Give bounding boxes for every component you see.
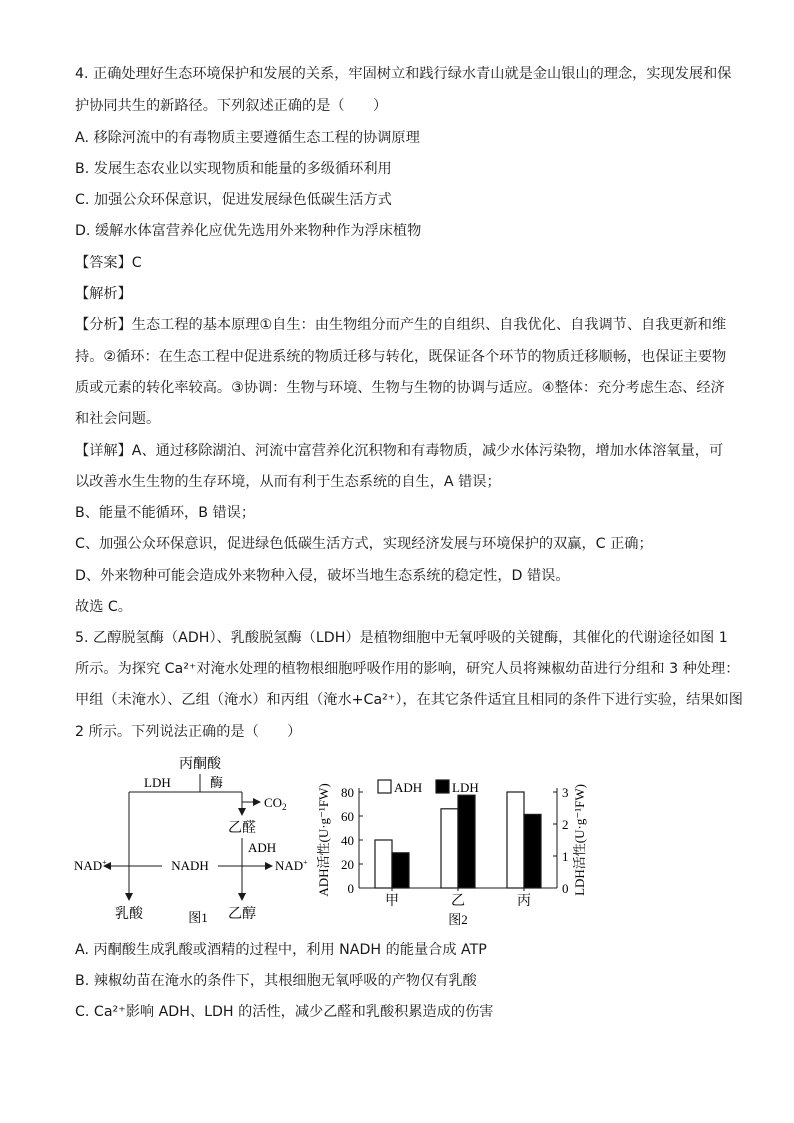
bar-ldh-1 <box>392 853 409 888</box>
co2-label: $CO_2$ <box>264 795 287 812</box>
q5-option-a: A. 丙酮酸生成乳酸或酒精的过程中，利用 NADH 的能量合成 ATP <box>75 942 487 958</box>
lactic-acid-label: 乳酸 <box>115 907 143 922</box>
nad-left-label: NAD+ <box>74 858 107 873</box>
figure-1-pathway-diagram <box>72 750 322 930</box>
q4-analysis-line-2: 持。②循环：在生态工程中促进系统的物质迁移与转化，既保证各个环节的物质迁移顺畅，也保证主要物 <box>75 349 727 365</box>
figure-2-bar-chart <box>312 768 602 938</box>
q4-analysis-line-3: 质或元素的转化率较高。③协调：生物与环境、生物与生物的协调与适应。④整体：充分考虑生态、经济 <box>75 380 725 396</box>
x-category-label: 甲 <box>385 894 399 909</box>
q5-stem-line-3: 甲组（未淹水）、乙组（淹水）和丙组（淹水+Ca²⁺），在其它条件适宜且相同的条件下进行实验，结果如图 <box>75 692 743 708</box>
q4-analysis-line-1: 【分析】生态工程的基本原理①自生：由生物组分而产生的自组织、自我优化、自我调节、自我更新和维 <box>75 317 727 333</box>
q4-detail-line-5: D、外来物种可能会造成外来物种入侵，破坏当地生态系统的稳定性，D 错误。 <box>75 568 570 584</box>
right-y-tick-label: 3 <box>562 785 569 800</box>
ethanol-label: 乙醇 <box>228 907 256 922</box>
left-y-tick-label: 0 <box>347 881 354 896</box>
legend-label-ldh: LDH <box>452 780 479 795</box>
adh-label: ADH <box>248 840 277 855</box>
q4-detail-line-4: C、加强公众环保意识，促进绿色低碳生活方式，实现经济发展与环境保护的双赢，C 正确； <box>75 536 653 552</box>
left-y-tick-label: 80 <box>341 785 354 800</box>
legend-swatch-adh <box>378 780 391 793</box>
ldh-label: LDH <box>144 775 171 790</box>
x-category-label: 乙 <box>451 894 465 909</box>
q4-detail-line-2: 以改善水生生物的生存环境，从而有利于生态系统的自生，A 错误； <box>75 474 501 490</box>
left-y-tick-label: 60 <box>341 809 354 824</box>
q4-option-a: A. 移除河流中的有毒物质主要遵循生态工程的协调原理 <box>75 130 420 146</box>
figure-2-caption: 图2 <box>448 912 468 927</box>
enzyme-label: 酶 <box>210 775 224 790</box>
right-y-tick-label: 0 <box>562 881 569 896</box>
q4-stem-line-2: 护协同共生的新路径。下列叙述正确的是（ ） <box>75 98 388 114</box>
right-y-tick-label: 1 <box>562 849 569 864</box>
q4-analysis-title: 【解析】 <box>75 286 132 302</box>
q4-conclusion: 故选 C。 <box>75 599 132 615</box>
q5-stem-line-2: 所示。为探究 Ca²⁺对淹水处理的植物根细胞呼吸作用的影响，研究人员将辣椒幼苗进行分组和 3 种处理： <box>75 661 740 677</box>
q4-detail-line-1: 【详解】A、通过移除湖泊、河流中富营养化沉积物和有毒物质，减少水体污染物，增加水体溶氧量，可 <box>75 443 724 459</box>
q5-stem-line-1: 5. 乙醇脱氢酶（ADH）、乳酸脱氢酶（LDH）是植物细胞中无氧呼吸的关键酶，其催化的代谢途径如图 1 <box>75 630 728 646</box>
q5-option-b: B. 辣椒幼苗在淹水的条件下，其根细胞无氧呼吸的产物仅有乳酸 <box>75 973 477 989</box>
left-y-tick-label: 20 <box>341 857 354 872</box>
bar-ldh-2 <box>458 795 475 888</box>
bar-adh-3 <box>507 792 524 888</box>
q5-stem-line-4: 2 所示。下列说法正确的是（ ） <box>75 724 302 740</box>
bar-ldh-3 <box>524 814 541 888</box>
acetaldehyde-label: 乙醛 <box>228 821 256 836</box>
figure-1-caption: 图1 <box>188 910 208 925</box>
q4-answer: 【答案】C <box>75 255 142 271</box>
legend-swatch-ldh <box>436 780 449 793</box>
q4-option-b: B. 发展生态农业以实现物质和能量的多级循环利用 <box>75 161 392 177</box>
nadh-label: NADH <box>171 858 209 873</box>
legend-label-adh: ADH <box>394 780 423 795</box>
nad-right-label: NAD+ <box>275 858 308 873</box>
q4-analysis-line-4: 和社会问题。 <box>75 411 161 427</box>
right-y-tick-label: 2 <box>562 817 569 832</box>
q4-detail-line-3: B、能量不能循环，B 错误； <box>75 505 256 521</box>
bar-adh-1 <box>375 840 392 888</box>
bar-adh-2 <box>441 809 458 888</box>
left-y-axis-title: ADH活性(U·g⁻¹FW) <box>316 783 331 897</box>
pyruvate-label: 丙酮酸 <box>179 757 221 772</box>
q4-option-d: D. 缓解水体富营养化应优先选用外来物种作为浮床植物 <box>75 223 422 239</box>
q4-option-c: C. 加强公众环保意识，促进发展绿色低碳生活方式 <box>75 192 392 208</box>
x-category-label: 丙 <box>517 894 531 909</box>
right-y-axis-title: LDH活性(U·g⁻¹FW) <box>572 784 587 896</box>
q4-stem-line-1: 4. 正确处理好生态环境保护和发展的关系，牢固树立和践行绿水青山就是金山银山的理念，实现发展和保 <box>75 66 732 82</box>
left-y-tick-label: 40 <box>341 833 354 848</box>
q5-option-c: C. Ca²⁺影响 ADH、LDH 的活性，减少乙醛和乳酸积累造成的伤害 <box>75 1004 494 1020</box>
